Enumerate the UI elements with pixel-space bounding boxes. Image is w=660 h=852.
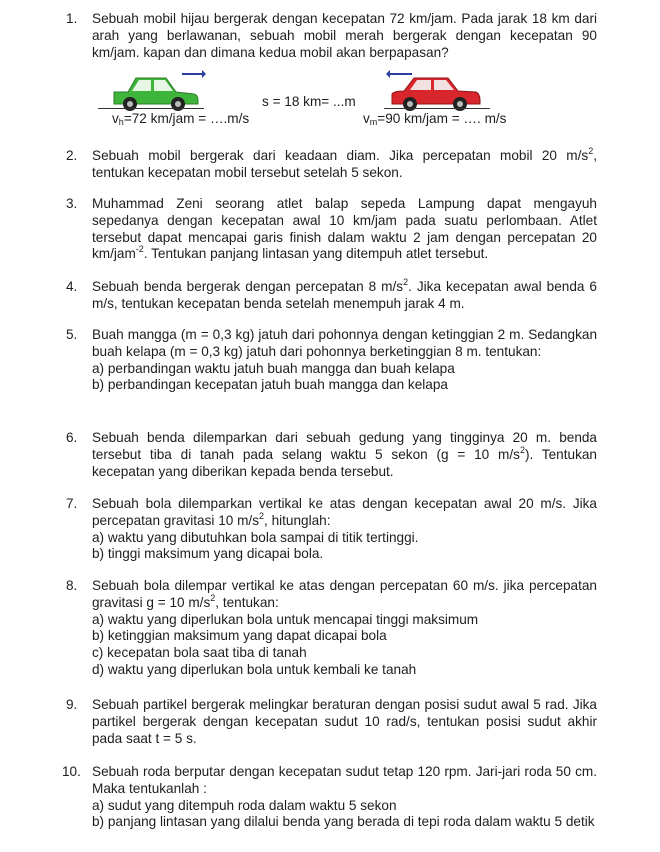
question-5-item-b: b) perbandingan kecepatan jatuh buah mangga dan kelapa (92, 377, 448, 393)
question-number: 3. (66, 196, 78, 211)
ground-line-left (98, 108, 204, 109)
question-10-text: Sebuah roda berputar dengan kecepatan sudut tetap 120 rpm. Jari-jari roda 50 cm. Maka tentukanlah : (92, 764, 597, 796)
question-number: 4. (66, 279, 78, 294)
question-8-item-c: c) kecepatan bola saat tiba di tanah (92, 645, 307, 661)
question-7-item-a: a) waktu yang dibutuhkan bola sampai di titik tertinggi. (92, 529, 419, 545)
question-2-text: Sebuah mobil bergerak dari keadaan diam. Jika percepatan mobil 20 $m/s^2$, tentukan kecepatan mobil tersebut setelah 5 sekon. (92, 146, 597, 180)
question-number: 2. (66, 148, 78, 163)
question-8-item-d: d) waktu yang diperlukan bola untuk kembali ke tanah (92, 661, 417, 677)
question-3-text: Muhammad Zeni seorang atlet balap sepeda Lampung dapat mengayuh sepedanya dengan kecepatan awal 10 km/jam pada suatu perlombaan. Atlet tersebut dapat mencapai garis finish dalam waktu 2 jam dengan percepatan 20 km/jam$^{-2}$. Tentukan panjang lintasan yang ditempuh atlet tersebut. (92, 196, 597, 262)
question-8-item-b: b) ketinggian maksimum yang dapat dicapai bola (92, 628, 387, 644)
question-5-item-a: a) perbandingan waktu jatuh buah mangga dan buah kelapa (92, 360, 455, 376)
question-7-item-b: b) tinggi maksimum yang dicapai bola. (92, 546, 324, 562)
question-4-text: Sebuah benda bergerak dengan percepatan 8 $m/s^2$. Jika kecepatan awal benda 6 m/s, tentukan kecepatan benda setelah menempuh jarak 4 m. (92, 277, 597, 311)
question-7-text: Sebuah bola dilemparkan vertikal ke atas dengan kecepatan awal 20 m/s. Jika percepatan gravitasi 10 $m/s^2$, hitunglah: (92, 496, 597, 528)
question-1-text: Sebuah mobil hijau bergerak dengan kecepatan 72 km/jam. Pada jarak 18 km dari arah yang berlawanan, sebuah mobil merah bergerak dengan kecepatan 90 km/jam. kapan dan dimana kedua mobil akan berpapasan? (92, 11, 597, 60)
question-number: 8. (66, 578, 78, 593)
question-number: 6. (66, 430, 78, 445)
question-number: 7. (66, 496, 78, 511)
green-car-speed-label: $v_h=72$ km/jam = ….m/s (112, 111, 250, 127)
green-car-icon (106, 66, 206, 112)
question-6-text: Sebuah benda dilemparkan dari sebuah gedung yang tingginya 20 m. benda tersebut tiba di tanah pada selang waktu 5 sekon (g = 10 $m/s^2$). Tentukan kecepatan yang diberikan kepada benda tersebut. (92, 430, 597, 479)
question-number: 1. (66, 11, 78, 26)
question-9-text: Sebuah partikel bergerak melingkar beraturan dengan posisi sudut awal 5 rad. Jika partikel bergerak dengan kecepatan sudut 10 rad/s, tentukan posisi sudut akhir pada saat t = 5 s. (92, 697, 597, 746)
question-10-item-b: b) panjang lintasan yang dilalui benda yang berada di tepi roda dalam waktu 5 detik (92, 814, 595, 830)
cars-figure (0, 0, 660, 140)
distance-label: s = 18 km= ...m (262, 94, 356, 109)
red-car-icon (386, 66, 486, 112)
question-8-text: Sebuah bola dilempar vertikal ke atas dengan percepatan 60 m/s. jika percepatan gravitasi g = 10 $m/s^2$, tentukan: (92, 578, 597, 610)
red-car-speed-label: $v_m=90$ km/jam = …. m/s (363, 111, 507, 127)
question-5-text: Buah mangga (m = 0,3 kg) jatuh dari pohonnya dengan ketinggian 2 m. Sedangkan buah kelapa (m = 0,3 kg) jatuh dari pohonnya berketinggian 8 m. tentukan: (92, 327, 597, 359)
ground-line-right (384, 108, 490, 109)
question-number: 10. (62, 764, 81, 779)
question-number: 9. (66, 697, 78, 712)
question-8-item-a: a) waktu yang diperlukan bola untuk mencapai tinggi maksimum (92, 611, 479, 627)
question-10-item-a: a) sudut yang ditempuh roda dalam waktu 5 sekon (92, 797, 397, 813)
question-number: 5. (66, 327, 78, 342)
